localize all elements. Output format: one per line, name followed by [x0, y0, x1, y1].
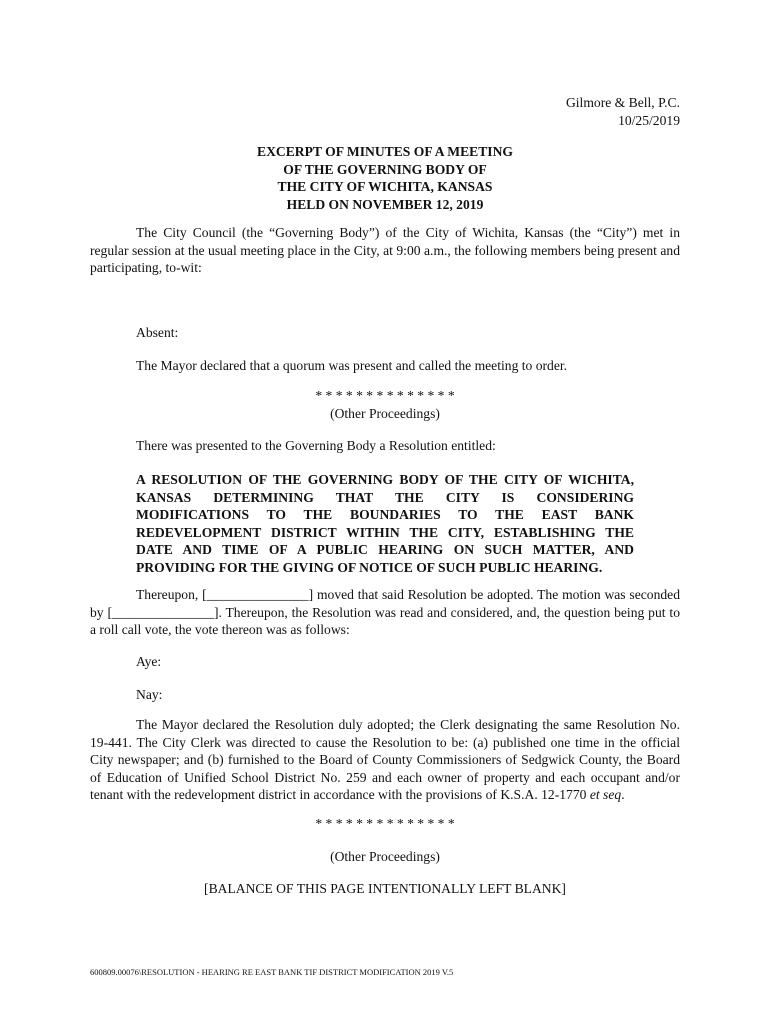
blank-page-notice: [BALANCE OF THIS PAGE INTENTIONALLY LEFT BLANK] — [204, 881, 566, 896]
absent-label: Absent: — [136, 325, 179, 340]
section-divider-stars: * * * * * * * * * * * * * * — [315, 388, 455, 403]
et-seq-text: et seq — [589, 787, 622, 802]
quorum-statement: The Mayor declared that a quorum was present and called the meeting to order. — [136, 358, 568, 373]
title-line-2: OF THE GOVERNING BODY OF — [283, 161, 487, 177]
title-line-4: HELD ON NOVEMBER 12, 2019 — [286, 196, 484, 212]
adoption-text: The Mayor declared the Resolution duly adopted; the Clerk designating the same Resolution No. 19-441. The City Clerk was directed to cause the Resolution to be: (a) published one time in the official City newspaper; and (b) furnished to the Board of County Commissioners of Sedgwick County, the Board of Education of Unified School District No. 259 and each owner of property and each occupant and/or tenant with the redevelopment district in accordance with the provisions of K.S.A. 12-1770 — [90, 717, 680, 802]
firm-name: Gilmore & Bell, P.C. — [565, 95, 680, 110]
opening-paragraph: The City Council (the “Governing Body”) of the City of Wichita, Kansas (the “City”) met in regular session at the usual meeting place in the City, at 9:00 a.m., the following members being present and participating, to-wit: — [90, 225, 680, 275]
document-date: 10/25/2019 — [618, 112, 680, 128]
aye-label: Aye: — [136, 654, 162, 669]
title-line-3: THE CITY OF WICHITA, KANSAS — [277, 179, 493, 194]
section-divider-stars-2: * * * * * * * * * * * * * * — [315, 816, 455, 831]
adoption-paragraph — [90, 716, 680, 804]
resolution-title: A RESOLUTION OF THE GOVERNING BODY OF THE CITY OF WICHITA, KANSAS DETERMINING THAT THE CITY IS CONSIDERING MODIFICATIONS TO THE BOUNDARIES TO THE EAST BANK REDEVELOPMENT DISTRICT WITHIN THE CITY, ESTABLISHING THE DATE AND TIME OF A PUBLIC HEARING ON SUCH MATTER, AND PROVIDING FOR THE GIVING OF NOTICE OF SUCH PUBLIC HEARING. — [136, 472, 634, 575]
resolution-intro: There was presented to the Governing Body a Resolution entitled: — [136, 438, 496, 453]
letterhead — [480, 94, 680, 129]
title-line-1: EXCERPT OF MINUTES OF A MEETING — [257, 144, 513, 159]
other-proceedings-label: (Other Proceedings) — [330, 406, 440, 421]
adoption-period: . — [621, 787, 625, 802]
other-proceedings-label-2: (Other Proceedings) — [330, 849, 440, 864]
nay-label: Nay: — [136, 687, 163, 702]
document-title — [90, 143, 680, 213]
motion-paragraph: Thereupon, [_______________] moved that said Resolution be adopted. The motion was seconded by [_______________]. Thereupon, the Resolution was read and considered, and, the question being put to a roll call vote, the vote thereon was as follows: — [90, 587, 680, 637]
document-footer-id: 600809.00076\RESOLUTION - HEARING RE EAST BANK TIF DISTRICT MODIFICATION 2019 V.5 — [90, 967, 454, 977]
